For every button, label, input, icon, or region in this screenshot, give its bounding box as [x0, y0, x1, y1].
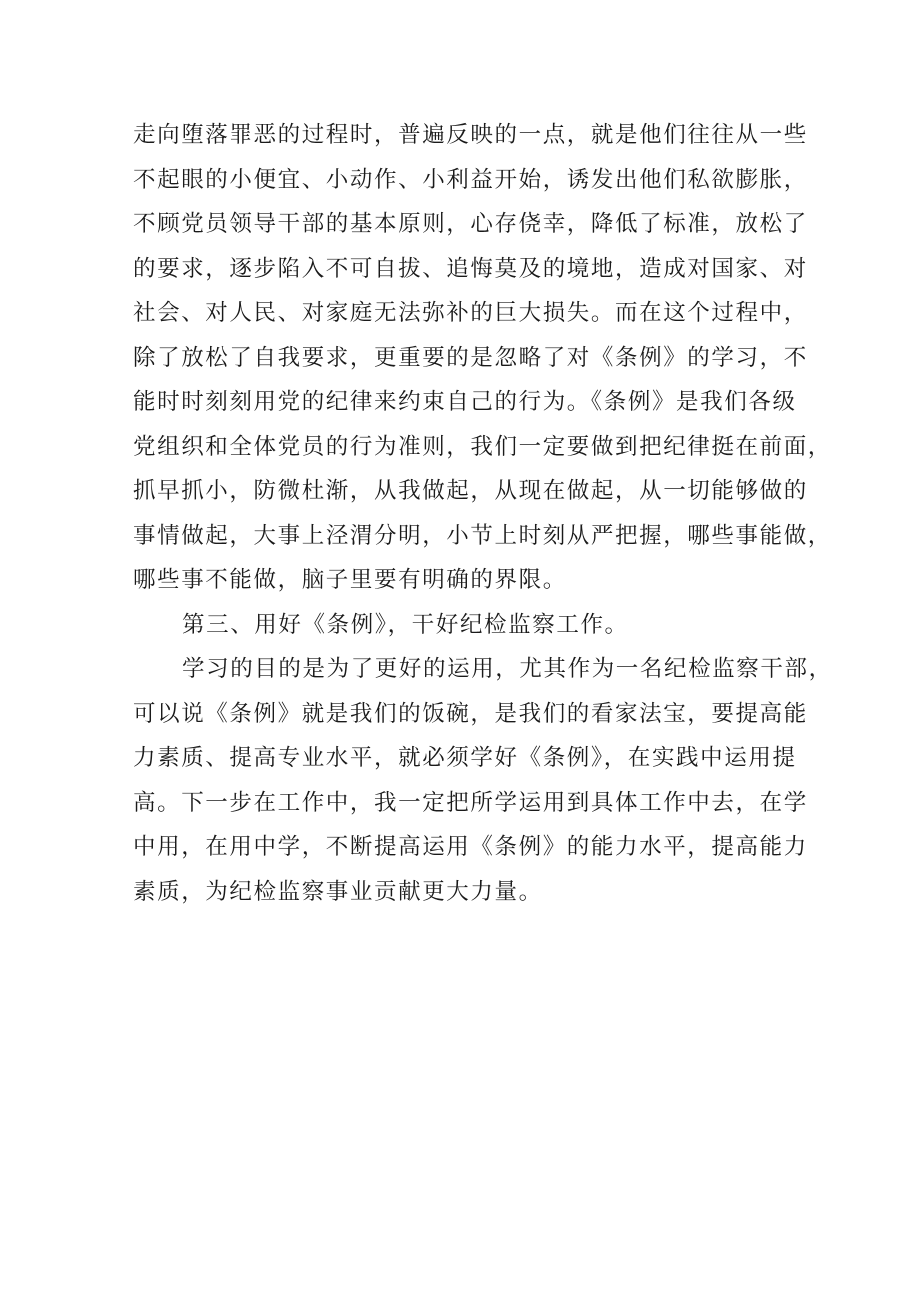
text-line: 社会、对人民、对家庭无法弥补的巨大损失。而在这个过程中，	[133, 300, 808, 326]
text-line: 哪些事不能做，脑子里要有明确的界限。	[133, 567, 567, 593]
text-line: 抓早抓小，防微杜渐，从我做起，从现在做起，从一切能够做的	[133, 478, 808, 504]
document-body	[133, 113, 833, 914]
text-line: 中用，在用中学，不断提高运用《条例》的能力水平，提高能力	[133, 834, 808, 860]
section-heading	[133, 603, 793, 648]
text-line: 事情做起，大事上泾渭分明，小节上时刻从严把握，哪些事能做，	[133, 522, 832, 549]
text-line: 党组织和全体党员的行为准则，我们一定要做到把纪律挺在前面，	[133, 433, 832, 460]
text-line: 能时时刻刻用党的纪律来约束自己的行为。《条例》是我们各级	[133, 389, 797, 415]
text-line: 不起眼的小便宜、小动作、小利益开始，诱发出他们私欲膨胀，	[133, 166, 808, 193]
text-line: 可以说《条例》就是我们的饭碗，是我们的看家法宝，要提高能	[133, 700, 808, 727]
paragraph-1	[133, 113, 832, 603]
text-line: 走向堕落罪恶的过程时，普遍反映的一点，就是他们往往从一些	[133, 122, 808, 148]
text-line: 高。下一步在工作中，我一定把所学运用到具体工作中去，在学	[133, 789, 808, 816]
text-line: 不顾党员领导干部的基本原则，心存侥幸，降低了标准，放松了	[133, 211, 808, 237]
text-line: 除了放松了自我要求，更重要的是忽略了对《条例》的学习，不	[133, 344, 808, 371]
text-line: 学习的目的是为了更好的运用，尤其作为一名纪检监察干部，	[182, 656, 833, 682]
paragraph-2	[133, 647, 833, 914]
text-line: 的要求，逐步陷入不可自拔、追悔莫及的境地，造成对国家、对	[133, 255, 808, 282]
heading-text: 第三、用好《条例》，干好纪检监察工作。	[182, 611, 629, 638]
text-line: 力素质、提高专业水平，就必须学好《条例》，在实践中运用提	[133, 745, 797, 771]
text-line: 素质，为纪检监察事业贡献更大力量。	[133, 878, 543, 905]
